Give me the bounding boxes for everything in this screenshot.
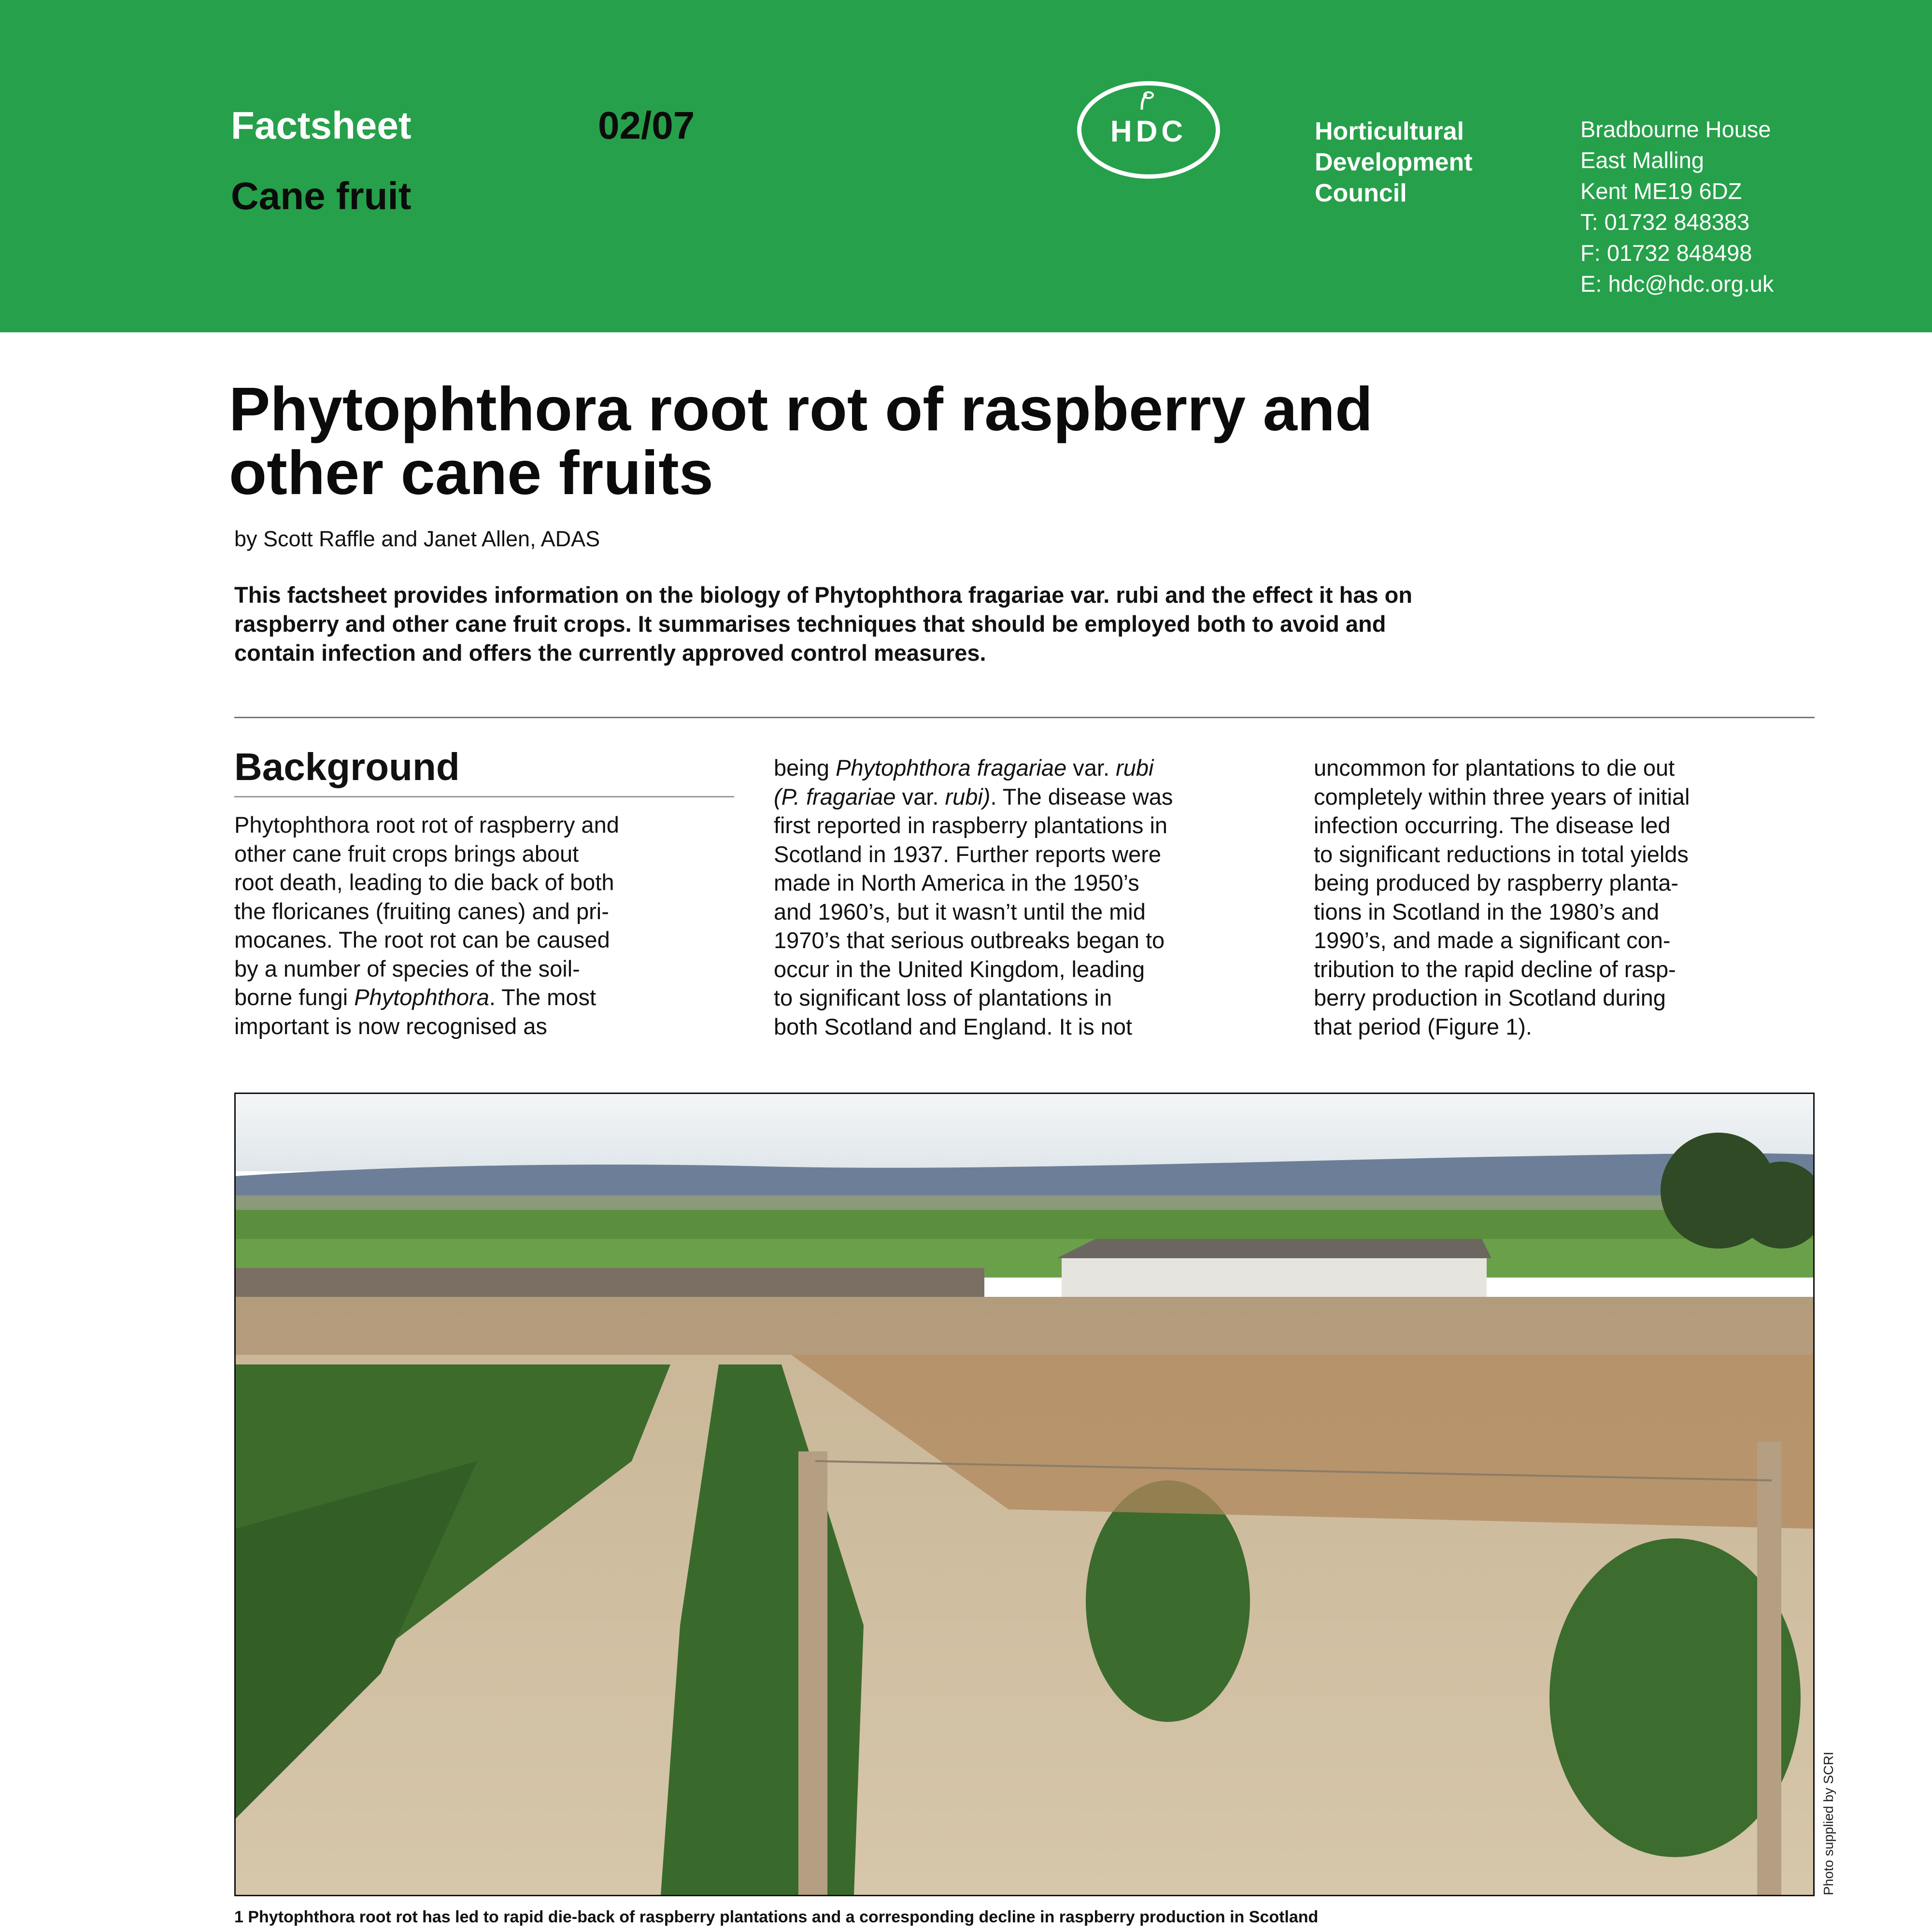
address-line: Bradbourne House: [1580, 116, 1771, 142]
organisation-name: [1315, 116, 1473, 209]
factsheet-label: Factsheet: [231, 104, 412, 147]
text-line: made in North America in the 1950’s: [774, 870, 1139, 895]
address-line: Kent ME19 6DZ: [1580, 178, 1742, 204]
italic-term: rubi): [945, 783, 991, 810]
text-span: var.: [895, 783, 945, 810]
raspberry-plantation-photo: [234, 1093, 1815, 1896]
byline: by Scott Raffle and Janet Allen, ADAS: [234, 526, 600, 551]
text-line: uncommon for plantations to die out: [1314, 755, 1675, 781]
logo-text: HDC: [1110, 115, 1187, 148]
intro-line: contain infection and offers the currently approved control measures.: [234, 640, 986, 666]
text-line: to significant loss of plantations in: [774, 985, 1112, 1010]
header-banner: [0, 0, 1932, 332]
org-line: Development: [1315, 148, 1473, 176]
text-line: other cane fruit crops brings about: [234, 840, 579, 867]
italic-term: (P. fragariae: [774, 783, 896, 810]
title-line: other cane fruits: [229, 439, 713, 508]
divider: [234, 717, 1815, 718]
text-line: berry production in Scotland during: [1314, 985, 1666, 1010]
section-heading: Background: [234, 748, 734, 797]
italic-term: Phytophthora: [354, 984, 489, 1010]
text-column-1: [234, 810, 619, 1040]
intro-line: raspberry and other cane fruit crops. It summarises techniques that should be employed both to avoid and: [234, 611, 1386, 637]
email-line: E: hdc@hdc.org.uk: [1580, 271, 1774, 297]
text-line: the floricanes (fruiting canes) and pri-: [234, 898, 609, 924]
text-span: var.: [1066, 755, 1116, 781]
text-line: infection occurring. The disease led: [1314, 812, 1671, 838]
italic-term: rubi: [1116, 755, 1154, 781]
text-line: Scotland in 1937. Further reports were: [774, 841, 1162, 867]
figure-caption: 1 Phytophthora root rot has led to rapid die-back of raspberry plantations and a corresponding decline in raspberry production in Scotland: [234, 1908, 1319, 1926]
text-line: Phytophthora root rot of raspberry and: [234, 812, 619, 838]
text-line: [234, 983, 619, 1012]
intro-paragraph: [234, 581, 1780, 668]
text-line: important is now recognised as: [234, 1013, 547, 1039]
text-line: root death, leading to die back of both: [234, 869, 614, 895]
text-line: first reported in raspberry plantations in: [774, 812, 1168, 838]
page-title: [229, 375, 1726, 508]
text-line: mocanes. The root rot can be caused: [234, 927, 610, 952]
text-span: being: [774, 755, 836, 781]
text-line: tions in Scotland in the 1980’s and: [1314, 898, 1660, 924]
factsheet-number: 02/07: [598, 104, 695, 147]
text-line: tribution to the rapid decline of rasp-: [1314, 956, 1676, 982]
phone-line: T: 01732 848383: [1580, 209, 1750, 235]
sprout-icon: [1132, 91, 1156, 111]
contact-address: [1580, 114, 1774, 299]
text-line: completely within three years of initial: [1314, 783, 1690, 810]
text-line: both Scotland and England. It is not: [774, 1013, 1133, 1039]
text-span: . The disease was: [990, 783, 1173, 810]
hdc-logo: [1077, 81, 1220, 179]
text-line: that period (Figure 1).: [1314, 1013, 1532, 1039]
org-line: Horticultural: [1315, 117, 1464, 145]
fax-line: F: 01732 848498: [1580, 240, 1752, 266]
text-span: borne fungi: [234, 984, 355, 1010]
category-label: Cane fruit: [231, 174, 412, 217]
text-column-2: [774, 753, 1173, 1041]
photo-credit: Photo supplied by SCRI: [1821, 1751, 1836, 1895]
intro-line: This factsheet provides information on the biology of Phytophthora fragariae var. rubi and the effect it has on: [234, 582, 1413, 608]
text-line: by a number of species of the soil-: [234, 955, 580, 981]
address-line: East Malling: [1580, 147, 1704, 173]
text-line: 1970’s that serious outbreaks began to: [774, 927, 1165, 953]
text-line: to significant reductions in total yields: [1314, 841, 1689, 867]
text-line: occur in the United Kingdom, leading: [774, 956, 1145, 982]
italic-term: Phytophthora fragariae: [836, 755, 1067, 781]
title-line: Phytophthora root rot of raspberry and: [229, 375, 1373, 444]
text-line: being produced by raspberry planta-: [1314, 870, 1679, 895]
text-column-3: [1314, 753, 1690, 1041]
text-line: [774, 753, 1173, 782]
text-line: [774, 782, 1173, 811]
text-span: . The most: [489, 984, 597, 1010]
text-line: and 1960’s, but it wasn’t until the mid: [774, 898, 1146, 924]
org-line: Council: [1315, 179, 1407, 207]
text-line: 1990’s, and made a significant con-: [1314, 927, 1671, 953]
